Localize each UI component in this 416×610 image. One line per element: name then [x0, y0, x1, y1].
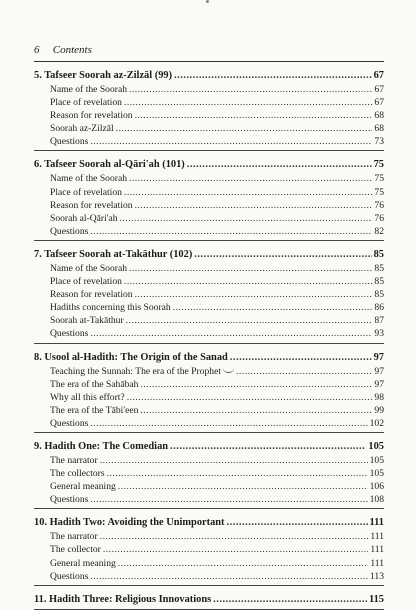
- toc-entry[interactable]: [34, 391, 384, 404]
- toc-entry[interactable]: [34, 365, 384, 378]
- entry-label: The era of the Sahābah: [50, 378, 139, 390]
- toc-entry[interactable]: [34, 225, 384, 238]
- header-rule: [34, 61, 384, 62]
- section-divider: [34, 508, 384, 509]
- entry-page-number: 87: [374, 315, 384, 327]
- entry-page-number: 85: [374, 289, 384, 301]
- toc-section: [34, 157, 384, 240]
- toc-entry[interactable]: [34, 314, 384, 327]
- dot-leader: [173, 301, 373, 314]
- section-title: 9. Hadith One: The Comedian: [34, 440, 169, 452]
- toc-entry[interactable]: [34, 570, 384, 583]
- entry-label: Place of revelation: [50, 97, 122, 109]
- entry-label: The era of the Tābi'een: [50, 404, 139, 416]
- section-page-number: 75: [373, 159, 384, 171]
- entry-page-number: 68: [374, 110, 384, 122]
- dot-leader: [187, 157, 372, 172]
- entry-label: General meaning: [50, 557, 116, 569]
- dot-leader: [170, 439, 366, 454]
- dot-leader: [118, 480, 368, 493]
- entry-page-number: 105: [369, 454, 384, 466]
- toc-entry[interactable]: [34, 493, 384, 506]
- entry-page-number: 106: [369, 481, 384, 493]
- dot-leader: [118, 557, 369, 570]
- dot-leader: [213, 592, 367, 607]
- section-page-number: 67: [373, 70, 384, 81]
- section-page-number: 105: [368, 440, 384, 452]
- dot-leader: [124, 96, 372, 109]
- honorific-symbol-icon: [223, 365, 234, 373]
- entry-page-number: 82: [374, 225, 384, 237]
- entry-label: Hadiths concerning this Soorah: [50, 302, 171, 314]
- toc-entry[interactable]: [34, 186, 384, 199]
- entry-label: Place of revelation: [50, 186, 122, 198]
- dot-leader: [107, 467, 368, 480]
- section-title: 11. Hadith Three: Religious Innovations: [34, 593, 212, 605]
- dot-leader: [90, 493, 367, 506]
- entry-label: Questions: [50, 328, 89, 340]
- dot-leader: [120, 212, 373, 225]
- dot-leader: [90, 135, 372, 148]
- toc-entry[interactable]: [34, 327, 384, 340]
- toc-section-heading[interactable]: [34, 350, 384, 365]
- toc-entry[interactable]: [34, 301, 384, 314]
- section-divider: [34, 432, 384, 433]
- entry-label: The collectors: [50, 468, 105, 480]
- toc-section: [34, 592, 384, 610]
- toc-section: [34, 247, 384, 344]
- toc-entry[interactable]: [34, 172, 384, 185]
- entry-label: Name of the Soorah: [50, 262, 127, 274]
- section-divider: [34, 343, 384, 344]
- entry-label: Reason for revelation: [50, 110, 133, 122]
- toc-section: [34, 439, 384, 509]
- section-page-number: 85: [373, 248, 384, 260]
- entry-page-number: 105: [369, 468, 384, 480]
- dot-leader: [116, 122, 373, 135]
- toc-section: [34, 515, 384, 585]
- section-title: 5. Tafseer Soorah az-Zilzāl (99): [34, 70, 173, 81]
- toc-entry[interactable]: [34, 288, 384, 301]
- table-of-contents: [34, 68, 384, 610]
- section-page-number: 97: [373, 351, 384, 363]
- entry-page-number: 67: [374, 97, 384, 109]
- entry-label: The collector: [50, 544, 101, 556]
- entry-page-number: 111: [370, 531, 384, 543]
- section-title: 6. Tafseer Soorah al-Qāri'ah (101): [34, 159, 185, 171]
- entry-page-number: 75: [374, 186, 384, 198]
- section-title: 10. Hadith Two: Avoiding the Unimportant: [34, 517, 225, 529]
- entry-label: Why all this effort?: [50, 391, 125, 403]
- toc-entry[interactable]: [34, 96, 384, 109]
- dot-leader: [90, 327, 372, 340]
- entry-page-number: 76: [374, 199, 384, 211]
- dot-leader: [236, 365, 372, 378]
- dot-leader: [194, 247, 371, 262]
- entry-page-number: 99: [374, 404, 384, 416]
- toc-entry[interactable]: [34, 262, 384, 275]
- entry-page-number: 97: [374, 378, 384, 390]
- toc-section: [34, 68, 384, 151]
- dot-leader: [174, 68, 372, 83]
- dot-leader: [90, 570, 368, 583]
- dot-leader: [135, 199, 373, 212]
- entry-page-number: 85: [374, 262, 384, 274]
- toc-entry[interactable]: [34, 199, 384, 212]
- section-title: 8. Usool al-Hadith: The Origin of the Sanad: [34, 351, 228, 363]
- dot-leader: [90, 225, 372, 238]
- toc-section-heading[interactable]: [34, 157, 384, 172]
- header-title: Contents: [52, 44, 92, 56]
- toc-entry[interactable]: [34, 530, 384, 543]
- entry-page-number: 93: [374, 328, 384, 340]
- toc-entry[interactable]: [34, 404, 384, 417]
- toc-entry[interactable]: [34, 417, 384, 430]
- toc-entry[interactable]: [34, 454, 384, 467]
- entry-page-number: 68: [374, 123, 384, 135]
- toc-entry[interactable]: [34, 135, 384, 148]
- entry-label: Name of the Soorah: [50, 173, 127, 185]
- toc-section-heading[interactable]: [34, 68, 384, 83]
- dot-leader: [124, 186, 372, 199]
- entry-label: Questions: [50, 225, 89, 237]
- dot-leader: [135, 288, 373, 301]
- dot-leader: [227, 515, 368, 530]
- running-header: [34, 44, 384, 60]
- section-divider: [34, 240, 384, 241]
- section-page-number: 111: [369, 517, 384, 529]
- toc-entry[interactable]: [34, 543, 384, 556]
- entry-label: Soorah at-Takāthur: [50, 315, 124, 327]
- entry-label: The narrator: [50, 454, 98, 466]
- toc-entry[interactable]: [34, 467, 384, 480]
- entry-page-number: 113: [369, 570, 384, 582]
- entry-label: Reason for revelation: [50, 289, 133, 301]
- entry-page-number: 85: [374, 276, 384, 288]
- entry-page-number: 108: [369, 494, 384, 506]
- toc-section-heading[interactable]: [34, 515, 384, 530]
- dot-leader: [230, 350, 372, 365]
- toc-section-heading[interactable]: [34, 247, 384, 262]
- entry-label: General meaning: [50, 481, 116, 493]
- entry-label: Soorah al-Qāri'ah: [50, 212, 118, 224]
- header-page-number: 6: [34, 44, 40, 56]
- entry-label: Reason for revelation: [50, 199, 133, 211]
- dot-leader: [127, 391, 373, 404]
- dot-leader: [124, 275, 372, 288]
- dot-leader: [140, 378, 372, 391]
- entry-page-number: 86: [374, 302, 384, 314]
- entry-page-number: 102: [369, 417, 384, 429]
- entry-label: Teaching the Sunnah: The era of the Prophet: [50, 365, 234, 378]
- dot-leader: [103, 543, 368, 556]
- toc-entry[interactable]: [34, 122, 384, 135]
- dot-leader: [129, 83, 372, 96]
- entry-label: Name of the Soorah: [50, 84, 127, 95]
- toc-entry[interactable]: [34, 557, 384, 570]
- dot-leader: [129, 262, 372, 275]
- toc-section-heading[interactable]: [34, 592, 384, 607]
- section-divider: [34, 150, 384, 151]
- toc-entry[interactable]: [34, 480, 384, 493]
- entry-label: Questions: [50, 136, 89, 148]
- entry-label: Soorah az-Zilzāl: [50, 123, 114, 135]
- dot-leader: [100, 454, 368, 467]
- entry-page-number: 67: [374, 84, 384, 95]
- entry-label: Place of revelation: [50, 276, 122, 288]
- entry-page-number: 97: [374, 365, 384, 377]
- dot-leader: [135, 109, 373, 122]
- entry-page-number: 73: [374, 136, 384, 148]
- entry-page-number: 76: [374, 212, 384, 224]
- entry-page-number: 111: [370, 557, 384, 569]
- entry-label: The narrator: [50, 531, 98, 543]
- entry-page-number: 98: [374, 391, 384, 403]
- dot-leader: [126, 314, 373, 327]
- toc-entry[interactable]: [34, 212, 384, 225]
- page-edge-mark: [206, 0, 209, 3]
- entry-label: Questions: [50, 417, 89, 429]
- section-page-number: 115: [368, 593, 384, 605]
- entry-label: Questions: [50, 570, 89, 582]
- dot-leader: [100, 530, 369, 543]
- toc-entry[interactable]: [34, 378, 384, 391]
- toc-entry[interactable]: [34, 275, 384, 288]
- toc-section-heading[interactable]: [34, 439, 384, 454]
- dot-leader: [129, 172, 372, 185]
- dot-leader: [90, 417, 367, 430]
- section-title: 7. Tafseer Soorah at-Takāthur (102): [34, 248, 193, 260]
- toc-entry[interactable]: [34, 109, 384, 122]
- entry-page-number: 111: [370, 544, 384, 556]
- section-divider: [34, 585, 384, 586]
- dot-leader: [140, 404, 372, 417]
- toc-section: [34, 350, 384, 433]
- entry-label: Questions: [50, 494, 89, 506]
- entry-page-number: 75: [374, 173, 384, 185]
- toc-entry[interactable]: [34, 83, 384, 96]
